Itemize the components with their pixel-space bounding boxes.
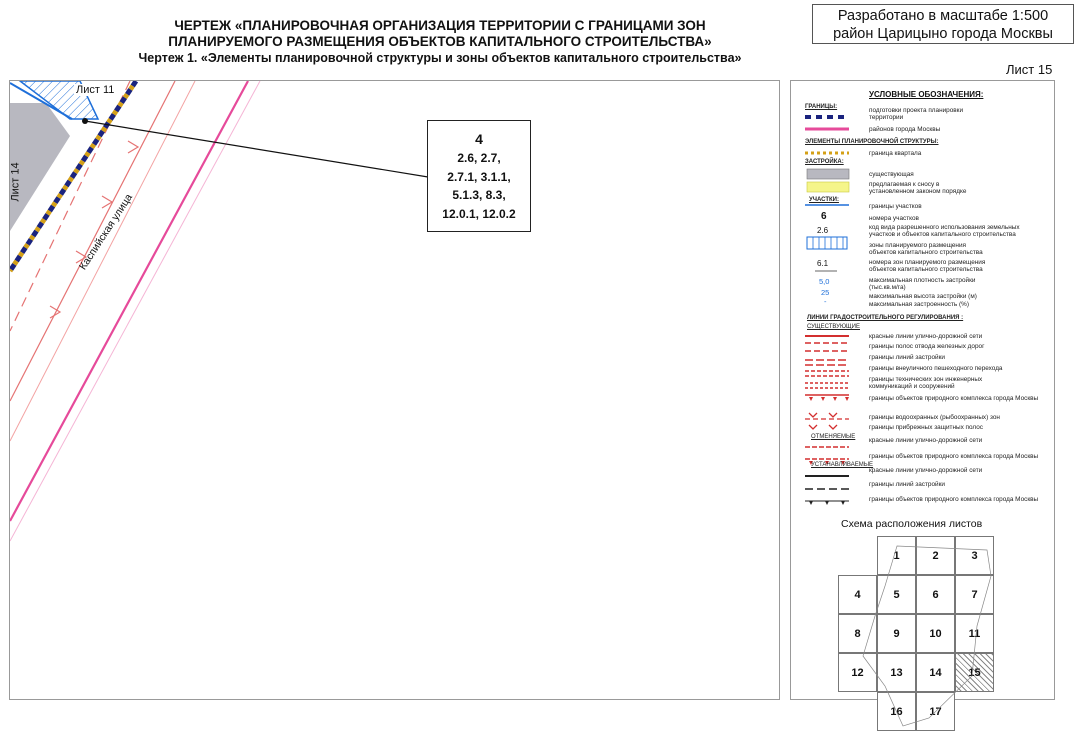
legend-text: границы технических зон инженерных [869,376,983,383]
scheme-cell[interactable]: 11 [955,614,994,653]
legend-text: номера участков [869,215,919,222]
zone-code-line: 2.7.1, 3.1.1, [447,169,511,184]
legend-text: территории [869,114,904,121]
legend-sub-established: УСТАНАВЛИВАЕМЫЕ [811,462,874,468]
legend-section-boundaries: ГРАНИЦЫ: [805,104,838,110]
legend-text: красные линии улично-дорожной сети [869,437,983,444]
legend-text: границы объектов природного комплекса города Москвы [869,395,1039,402]
use-code-symbol: 2.6 [817,226,829,235]
legend-text: границы полос отвода железных дорог [869,343,985,350]
scheme-cell[interactable]: 12 [838,653,877,692]
plot-number-symbol: 6 [821,211,827,222]
scheme-cell[interactable]: 3 [955,536,994,575]
street-name: Каспийская улица [77,191,136,273]
zone-label-box [427,120,531,232]
map-frame [9,80,780,700]
legend-text: предлагаемая к сносу в [869,181,940,188]
zone-code-line: 12.0.1, 12.0.2 [442,206,516,221]
legend-text: граница квартала [869,150,922,157]
zone-leader-line [85,121,428,177]
scheme-cell[interactable]: 2 [916,536,955,575]
legend-section-elements: ЭЛЕМЕНТЫ ПЛАНИРОВОЧНОЙ СТРУКТУРЫ: [805,139,939,145]
legend-text: районов города Москвы [869,126,941,133]
scale-text: Разработано в масштабе 1:500 [837,8,1049,24]
legend-section-building: ЗАСТРОЙКА: [805,159,844,165]
scheme-cell[interactable]: 4 [838,575,877,614]
legend-text: участков и объектов капитального строительства [869,231,1016,238]
legend-text: границы объектов природного комплекса города Москвы [869,496,1039,503]
scheme-cell[interactable]: 13 [877,653,916,692]
legend-text: границы участков [869,203,922,210]
title-line-1: ЧЕРТЕЖ «ПЛАНИРОВОЧНАЯ ОРГАНИЗАЦИЯ ТЕРРИТОРИИ С ГРАНИЦАМИ ЗОН [174,18,706,33]
scheme-cell[interactable]: 5 [877,575,916,614]
scheme-cell[interactable]: 14 [916,653,955,692]
legend-text: коммуникаций и сооружений [869,383,955,390]
zone-number-symbol: 6.1 [817,259,829,268]
scheme-cell[interactable]: 9 [877,614,916,653]
sheet-14-label: Лист 14 [9,162,22,202]
zone-leader-dot [82,118,88,124]
scheme-cell[interactable]: 6 [916,575,955,614]
legend-title: УСЛОВНЫЕ ОБОЗНАЧЕНИЯ: [869,90,984,99]
legend-text: (тыс.кв.м/га) [869,284,906,291]
title-line-2: ПЛАНИРУЕМОГО РАЗМЕЩЕНИЯ ОБЪЕКТОВ КАПИТАЛЬНОГО СТРОИТЕЛЬСТВА» [168,34,712,50]
zone-number: 4 [475,131,483,147]
scheme-cell-current[interactable]: 15 [955,653,994,692]
zone-code-line: 5.1.3, 8.3, [452,188,506,202]
legend-text: границы линий застройки [869,354,945,361]
legend-sub-cancelled: ОТМЕНЯЕМЫЕ [811,434,856,440]
density-symbol: 5,0 [819,277,830,286]
natural-complex-ticks [50,141,138,318]
scheme-cell[interactable]: 1 [877,536,916,575]
coverage-symbol: - [824,297,827,306]
legend-text: код вида разрешенного использования земельных [869,224,1020,231]
drawing-title [100,18,780,66]
legend-text: границы объектов природного комплекса города Москвы [869,453,1039,460]
legend-text: существующая [869,171,914,178]
district-text: район Царицыно города Москвы [833,26,1053,42]
scheme-cell[interactable]: 16 [877,692,916,731]
legend-text: красные линии улично-дорожной сети [869,333,983,340]
legend-text: объектов капитального строительства [869,266,983,273]
legend-text: границы водоохранных (рыбоохранных) зон [869,414,1000,421]
legend-section-plots: УЧАСТКИ: [809,197,839,203]
scale-info-box [812,4,1074,44]
title-line-3: Чертеж 1. «Элементы планировочной структуры и зоны объектов капитального строительства» [138,50,742,65]
legend-text: границы внеуличного пешеходного перехода [869,365,1003,372]
legend-text: границы линий застройки [869,481,945,488]
legend-text: красные линии улично-дорожной сети [869,467,983,474]
legend-text: границы прибрежных защитных полос [869,424,983,431]
map-drawing [10,81,780,700]
sheet-layout-scheme [837,536,1007,718]
legend-text: максимальная застроенность (%) [869,301,969,308]
legend-text: максимальная высота застройки (м) [869,293,977,300]
legend-section-lines: ЛИНИИ ГРАДОСТРОИТЕЛЬНОГО РЕГУЛИРОВАНИЯ : [807,315,964,321]
scheme-cell[interactable]: 17 [916,692,955,731]
scheme-cell[interactable]: 8 [838,614,877,653]
scheme-title: Схема расположения листов [841,518,983,530]
legend-text: установленном законом порядке [869,188,967,195]
legend-text: подготовки проекта планировки [869,107,964,114]
height-symbol: 25 [821,288,830,297]
sheet-label: Лист 15 [1006,62,1053,77]
legend-text: объектов капитального строительства [869,249,983,256]
legend-sub-existing: СУЩЕСТВУЮЩИЕ [807,324,860,330]
scheme-cell[interactable]: 7 [955,575,994,614]
legend-text: номера зон планируемого размещения [869,259,986,266]
legend-text: зоны планируемого размещения [869,242,966,249]
legend-text: максимальная плотность застройки [869,277,976,284]
scheme-cell[interactable]: 10 [916,614,955,653]
sheet-11-label: Лист 11 [76,84,115,96]
legend-panel [790,80,1055,718]
zone-code-line: 2.6, 2.7, [457,151,501,165]
